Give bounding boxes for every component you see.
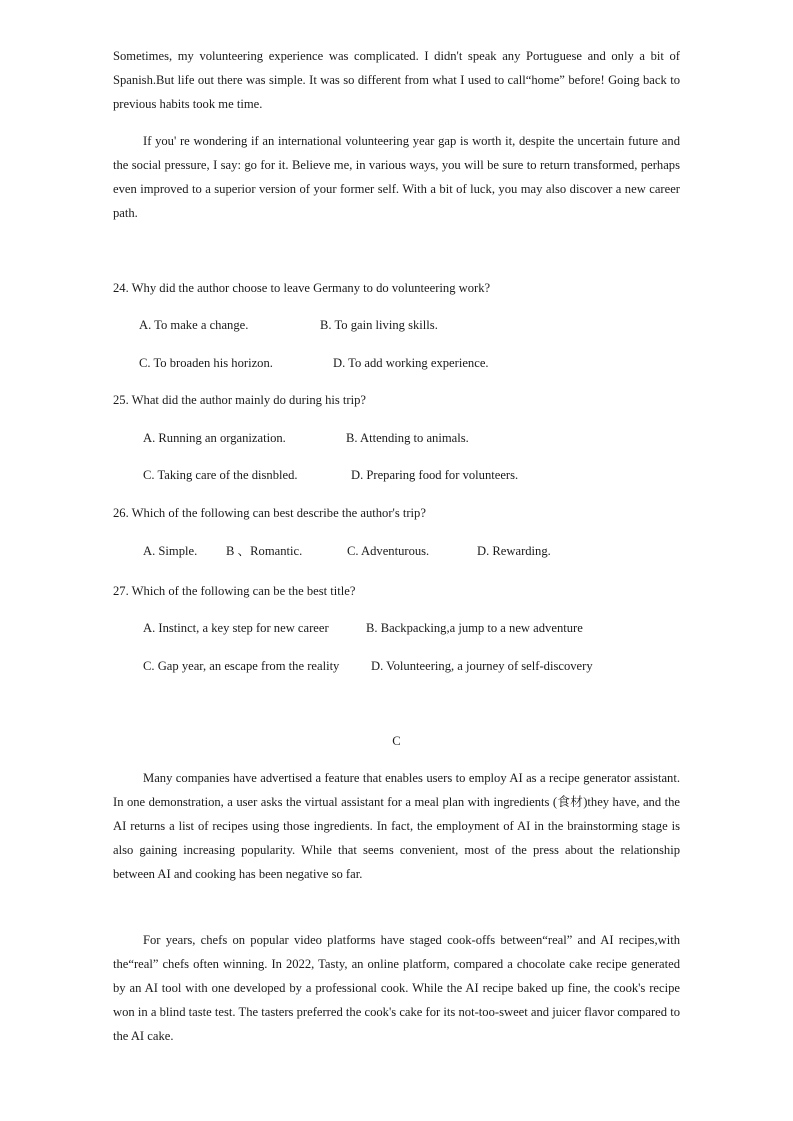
question-25-option-b: B. Attending to animals.: [346, 431, 469, 445]
passage-c-paragraph-1: Many companies have advertised a feature that enables users to employ AI as a recipe generator assistant. In one demonstration, a user asks the virtual assistant for a meal plan with ingredients (食材)they have, and the AI returns a list of recipes using those ingredients. In fact, the employment of AI in the brainstorming stage is also gaining increasing popularity. While that seems convenient, most of the press about the relationship between AI and cooking has been negative so far.: [113, 771, 680, 881]
question-27-option-b: B. Backpacking,a jump to a new adventure: [366, 621, 583, 635]
question-27-stem: 27. Which of the following can be the best title?: [113, 584, 356, 598]
passage-b-paragraph-1: Sometimes, my volunteering experience was complicated. I didn't speak any Portuguese and only a bit of Spanish.But life out there was simple. It was so different from what I used to call“home” before! Going back to previous habits took me time.: [113, 49, 680, 111]
question-25-option-d: D. Preparing food for volunteers.: [351, 468, 519, 482]
question-26-option-c: C. Adventurous.: [347, 544, 430, 558]
question-24-option-a: A. To make a change.: [139, 318, 249, 332]
question-26-stem: 26. Which of the following can best describe the author's trip?: [113, 506, 426, 520]
question-25-stem: 25. What did the author mainly do during his trip?: [113, 393, 367, 407]
question-25-option-a: A. Running an organization.: [143, 431, 286, 445]
question-24-stem: 24. Why did the author choose to leave Germany to do volunteering work?: [113, 281, 491, 295]
question-27-option-a: A. Instinct, a key step for new career: [143, 621, 329, 635]
question-27-option-c: C. Gap year, an escape from the reality: [143, 659, 340, 673]
question-25-option-c: C. Taking care of the disnbled.: [143, 468, 298, 482]
passage-b-paragraph-2: If you' re wondering if an international volunteering year gap is worth it, despite the uncertain future and the social pressure, I say: go for it. Believe me, in various ways, you will be sure to return transformed, perhaps even improved to a superior version of your former self. With a bit of luck, you may also discover a new career path.: [113, 134, 680, 220]
question-24-option-b: B. To gain living skills.: [320, 318, 438, 332]
passage-c-paragraph-2: For years, chefs on popular video platforms have staged cook-offs between“real” and AI recipes,with the“real” chefs often winning. In 2022, Tasty, an online platform, compared a chocolate cake recipe generated by an AI tool with one developed by a professional cook. While the AI recipe baked up fine, the cook's recipe won in a blind taste test. The tasters preferred the cook's cake for its not-too-sweet and juicer flavor compared to the AI cake.: [113, 933, 680, 1043]
question-26-option-a: A. Simple.: [143, 544, 198, 558]
passage-c-heading: C: [392, 734, 401, 748]
question-24-option-c: C. To broaden his horizon.: [139, 356, 273, 370]
question-27-option-d: D. Volunteering, a journey of self-discovery: [371, 659, 593, 673]
question-26-option-d: D. Rewarding.: [477, 544, 551, 558]
question-26-option-b: B 、Romantic.: [226, 544, 303, 558]
question-24-option-d: D. To add working experience.: [333, 356, 489, 370]
